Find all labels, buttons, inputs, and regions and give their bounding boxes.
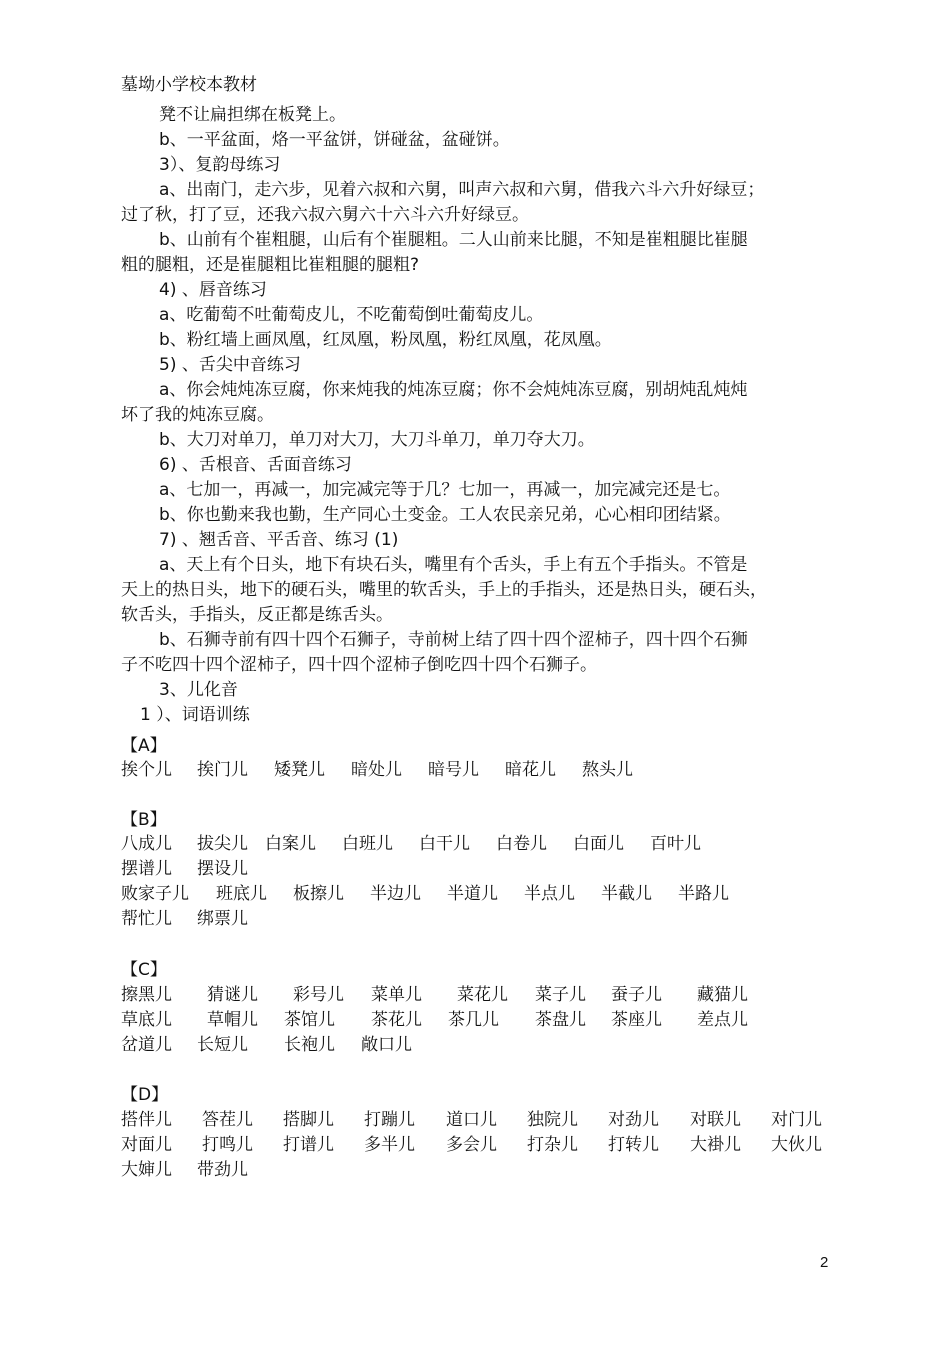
- word: 茶馆儿: [284, 1010, 335, 1030]
- word: 暗号儿: [428, 760, 479, 780]
- text-line: a、天上有个日头，地下有块石头，嘴里有个舌头，手上有五个手指头。不管是: [159, 555, 748, 575]
- word: 半边儿: [370, 884, 421, 904]
- word: 白卷儿: [496, 834, 547, 854]
- word: 长袍儿: [284, 1035, 335, 1055]
- word: 擦黑儿: [121, 985, 172, 1005]
- word: 大婶儿: [121, 1160, 172, 1180]
- word: 摆谱儿: [121, 859, 172, 879]
- word: 大伙儿: [771, 1135, 822, 1155]
- text-line: b、大刀对单刀，单刀对大刀，大刀斗单刀，单刀夺大刀。: [159, 430, 595, 450]
- section-heading: 7) 、翘舌音、平舌音、练习 (1): [159, 530, 399, 550]
- word: 百叶儿: [650, 834, 701, 854]
- word: 多半儿: [364, 1135, 415, 1155]
- word: 挨个儿: [121, 760, 172, 780]
- text-line: 过了秋，打了豆，还我六叔六舅六十六斗六升好绿豆。: [121, 205, 529, 225]
- group-label-b: 【B】: [121, 810, 167, 830]
- word: 白案儿: [265, 834, 316, 854]
- text-line: 粗的腿粗，还是崔腿粗比崔粗腿的腿粗?: [121, 255, 420, 275]
- word: 帮忙儿: [121, 909, 172, 929]
- word: 熬头儿: [582, 760, 633, 780]
- word: 带劲儿: [197, 1160, 248, 1180]
- text-line: 软舌头，手指头，反正都是练舌头。: [121, 605, 393, 625]
- text-line: b、石狮寺前有四十四个石狮子，寺前树上结了四十四个涩柿子，四十四个石狮: [159, 630, 748, 650]
- word: 打谱儿: [283, 1135, 334, 1155]
- text-line: b、一平盆面，烙一平盆饼，饼碰盆，盆碰饼。: [159, 130, 510, 150]
- text-line: b、你也勤来我也勤，生产同心土变金。工人农民亲兄弟，心心相印团结紧。: [159, 505, 731, 525]
- section-heading: 5) 、舌尖中音练习: [159, 355, 301, 375]
- word: 猜谜儿: [207, 985, 258, 1005]
- section-heading: 3、儿化音: [159, 680, 238, 700]
- word: 大褂儿: [690, 1135, 741, 1155]
- text-line: 凳不让扁担绑在板凳上。: [159, 105, 346, 125]
- word: 暗处儿: [351, 760, 402, 780]
- word: 草帽儿: [207, 1010, 258, 1030]
- text-line: a、吃葡萄不吐葡萄皮儿，不吃葡萄倒吐葡萄皮儿。: [159, 305, 544, 325]
- word: 对联儿: [690, 1110, 741, 1130]
- word: 茶座儿: [611, 1010, 662, 1030]
- text-line: b、山前有个崔粗腿，山后有个崔腿粗。二人山前来比腿，不知是崔粗腿比崔腿: [159, 230, 748, 250]
- word: 搭脚儿: [283, 1110, 334, 1130]
- text-line: 坏了我的炖冻豆腐。: [121, 405, 274, 425]
- word: 矮凳儿: [274, 760, 325, 780]
- word: 对劲儿: [608, 1110, 659, 1130]
- section-heading: 6) 、舌根音、舌面音练习: [159, 455, 352, 475]
- text-line: 子不吃四十四个涩柿子，四十四个涩柿子倒吃四十四个石狮子。: [121, 655, 597, 675]
- word: 暗花儿: [505, 760, 556, 780]
- word: 半截儿: [601, 884, 652, 904]
- word: 道口儿: [446, 1110, 497, 1130]
- word: 藏猫儿: [697, 985, 748, 1005]
- word: 白面儿: [573, 834, 624, 854]
- word: 挨门儿: [197, 760, 248, 780]
- word: 菜子儿: [535, 985, 586, 1005]
- word: 打转儿: [608, 1135, 659, 1155]
- word: 半路儿: [678, 884, 729, 904]
- word: 打杂儿: [527, 1135, 578, 1155]
- word: 打鸣儿: [202, 1135, 253, 1155]
- word: 长短儿: [197, 1035, 248, 1055]
- word: 岔道儿: [121, 1035, 172, 1055]
- group-label-d: 【D】: [121, 1085, 169, 1105]
- text-line: a、你会炖炖冻豆腐，你来炖我的炖冻豆腐；你不会炖炖冻豆腐，别胡炖乱炖炖: [159, 380, 748, 400]
- text-line: a、出南门，走六步，见着六叔和六舅，叫声六叔和六舅，借我六斗六升好绿豆；: [159, 180, 765, 200]
- word: 对门儿: [771, 1110, 822, 1130]
- word: 板擦儿: [293, 884, 344, 904]
- group-label-c: 【C】: [121, 960, 167, 980]
- word: 茶几儿: [448, 1010, 499, 1030]
- word: 蚕子儿: [611, 985, 662, 1005]
- page-number: 2: [820, 1254, 829, 1271]
- word: 摆设儿: [197, 859, 248, 879]
- word: 对面儿: [121, 1135, 172, 1155]
- word: 草底儿: [121, 1010, 172, 1030]
- word: 菜花儿: [457, 985, 508, 1005]
- word: 绑票儿: [197, 909, 248, 929]
- word: 拔尖儿: [197, 834, 248, 854]
- word: 败家子儿: [121, 884, 189, 904]
- page-header: 墓坳小学校本教材: [121, 75, 257, 95]
- word: 打蹦儿: [364, 1110, 415, 1130]
- word: 茶花儿: [371, 1010, 422, 1030]
- text-line: 天上的热日头，地下的硬石头，嘴里的软舌头，手上的手指头，还是热日头，硬石头，: [121, 580, 767, 600]
- word: 答茬儿: [202, 1110, 253, 1130]
- word: 菜单儿: [371, 985, 422, 1005]
- word: 敞口儿: [361, 1035, 412, 1055]
- word: 半道儿: [447, 884, 498, 904]
- text-line: b、粉红墙上画凤凰，红凤凰，粉凤凰，粉红凤凰，花凤凰。: [159, 330, 612, 350]
- word: 独院儿: [527, 1110, 578, 1130]
- word: 半点儿: [524, 884, 575, 904]
- word: 差点儿: [697, 1010, 748, 1030]
- section-heading: 3）、复韵母练习: [159, 155, 281, 175]
- word: 多会儿: [446, 1135, 497, 1155]
- word: 茶盘儿: [535, 1010, 586, 1030]
- word: 八成儿: [121, 834, 172, 854]
- group-label-a: 【A】: [121, 736, 167, 756]
- section-heading: 1 ）、词语训练: [140, 705, 250, 725]
- word: 白班儿: [342, 834, 393, 854]
- section-heading: 4) 、唇音练习: [159, 280, 267, 300]
- word: 班底儿: [216, 884, 267, 904]
- text-line: a、七加一，再减一，加完减完等于几？七加一，再减一，加完减完还是七。: [159, 480, 731, 500]
- word: 搭伴儿: [121, 1110, 172, 1130]
- word: 彩号儿: [293, 985, 344, 1005]
- word: 白干儿: [419, 834, 470, 854]
